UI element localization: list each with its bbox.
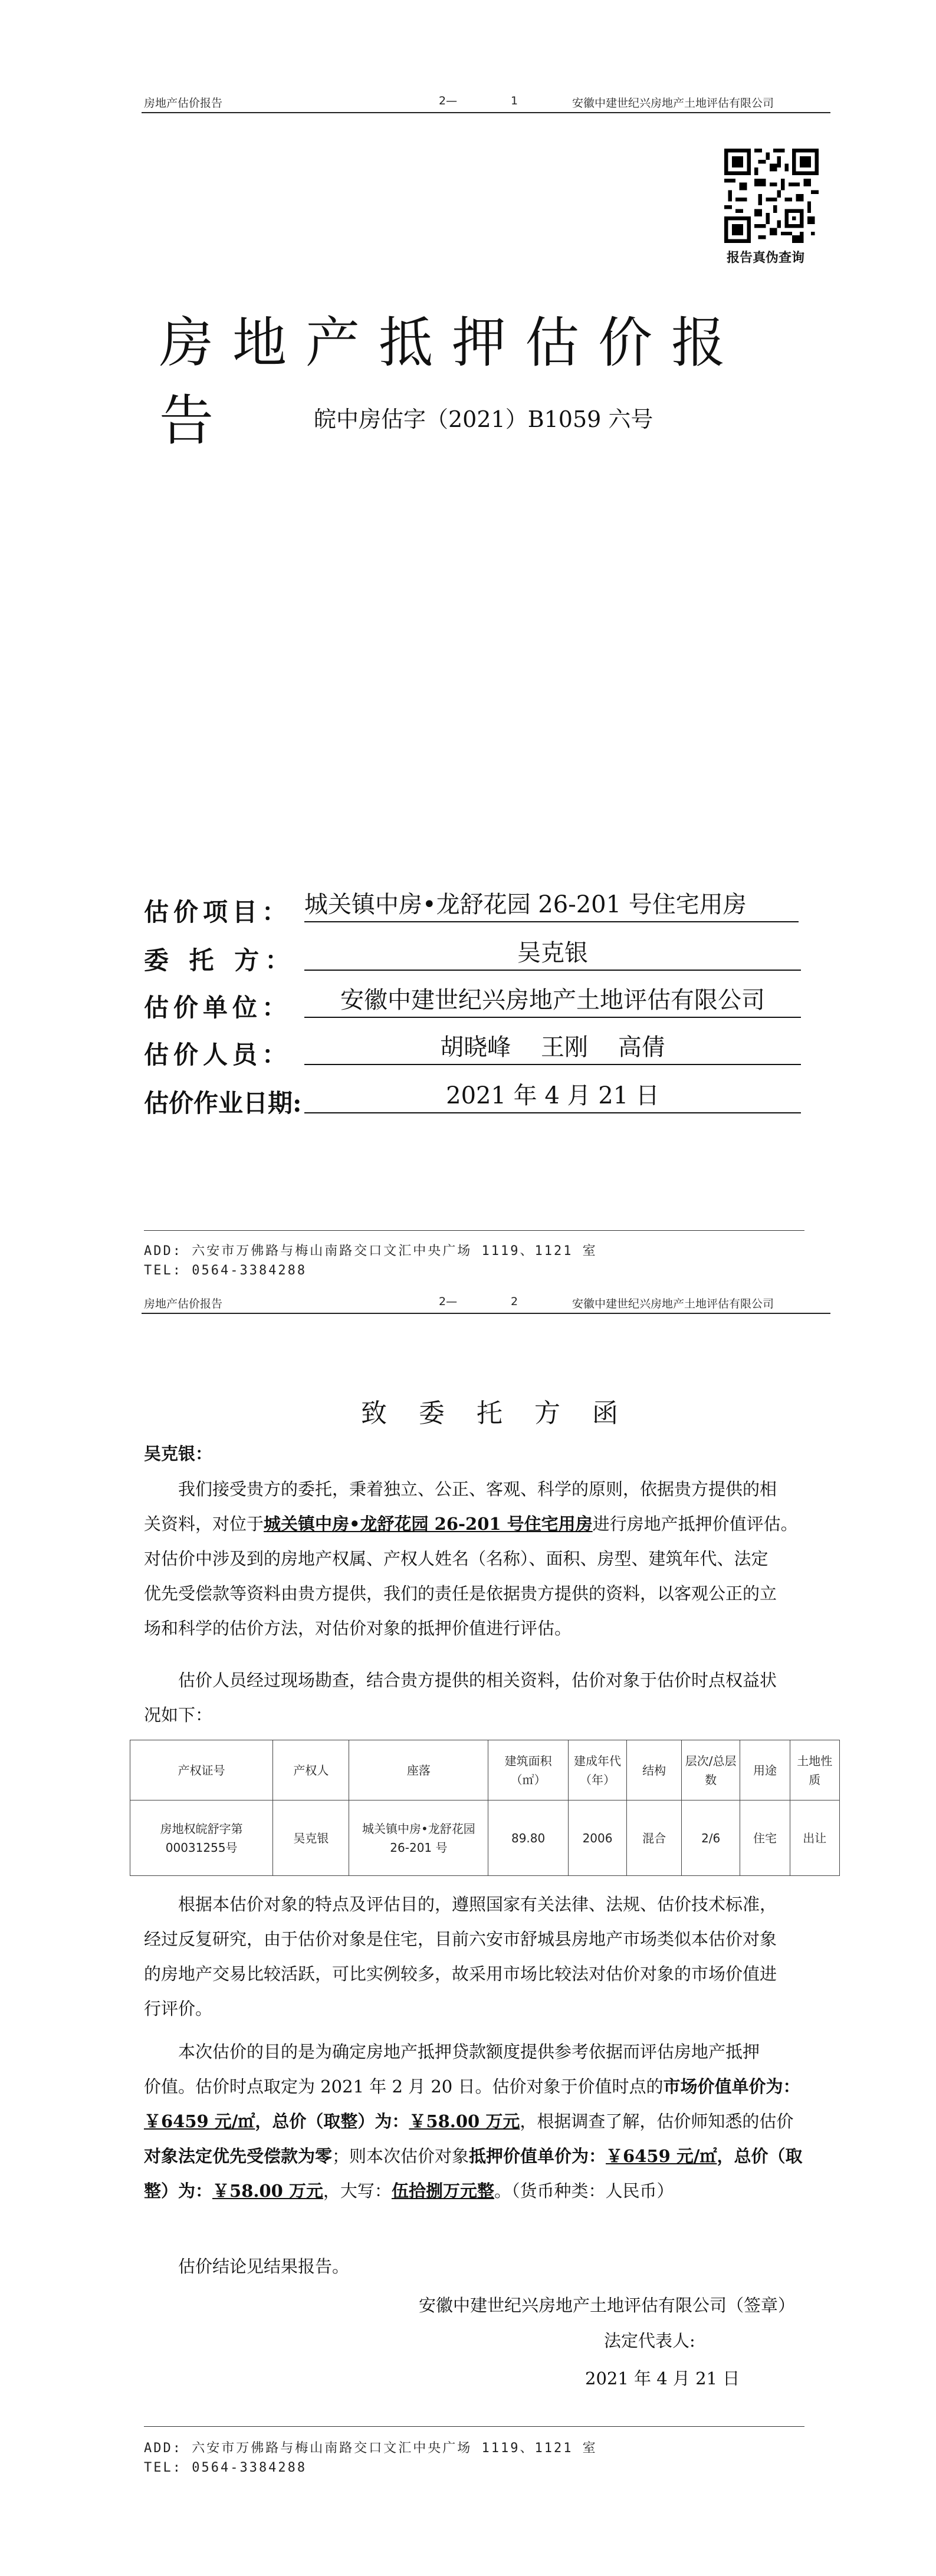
table-cell: 2006 — [568, 1800, 626, 1876]
table-cell: 89.80 — [488, 1800, 569, 1876]
paragraph-4 — [144, 2035, 852, 2209]
salutation: 吴克银： — [144, 1444, 213, 1464]
p1-line-5: 场和科学的估价方法，对估价对象的抵押价值进行评估。 — [144, 1618, 572, 1638]
table-header: 土地性质 — [790, 1740, 839, 1800]
footer-rule — [144, 2426, 804, 2427]
paragraph-3 — [144, 1887, 852, 2026]
project-value: 城关镇中房•龙舒花园 26-201 号住宅用房 — [304, 889, 799, 922]
total-price-label: ，总价（取 — [717, 2146, 803, 2166]
mortgage-unit-price: ￥6459 元/㎡ — [606, 2146, 717, 2166]
document-number: 皖中房估字（2021）B1059 六号 — [314, 406, 653, 432]
p1-line-4: 优先受偿款等资料由贵方提供，我们的责任是依据贵方提供的资料，以客观公正的立 — [144, 1583, 777, 1604]
table-cell: 2/6 — [682, 1800, 740, 1876]
organization-value: 安徽中建世纪兴房地产土地评估有限公司 — [304, 985, 801, 1018]
paragraph-2 — [144, 1663, 852, 1733]
amount-in-words: 伍拾捌万元整 — [391, 2181, 494, 2201]
signature-company: 安徽中建世纪兴房地产土地评估有限公司（签章） — [419, 2295, 796, 2315]
p3-line-2: 经过反复研究，由于估价对象是住宅，目前六安市舒城县房地产市场类似本估价对象 — [144, 1929, 777, 1949]
footer-address: ADD: 六安市万佛路与梅山南路交口文汇中央广场 1119、1121 室 — [144, 1244, 597, 1259]
table-cell: 混合 — [627, 1800, 682, 1876]
appraisers-value: 胡晓峰 王刚 高倩 — [304, 1032, 801, 1065]
table-cell: 吴克银 — [273, 1800, 349, 1876]
paragraph-5: 估价结论见结果报告。 — [178, 2256, 350, 2276]
table-header: 建筑面积（㎡） — [488, 1740, 569, 1800]
table-cell: 住宅 — [740, 1800, 790, 1876]
priority-claim: 对象法定优先受偿款为零 — [144, 2146, 333, 2166]
total-price-label: 整）为： — [144, 2181, 213, 2201]
appraisers-label: 估价人员： — [144, 1040, 292, 1069]
paragraph-1 — [144, 1472, 852, 1646]
p4-text: ，根据调查了解，估价师知悉的估价 — [520, 2111, 794, 2131]
table-header: 用途 — [740, 1740, 790, 1800]
header-page-number: 2 — [511, 1295, 518, 1308]
p4-text: 。（货币种类：人民币） — [494, 2181, 674, 2201]
mortgage-total-price: ￥58.00 万元 — [212, 2181, 323, 2201]
p2-line-1: 估价人员经过现场勘查，结合贵方提供的相关资料，估价对象于估价时点权益状 — [178, 1670, 777, 1690]
p1-line-1: 我们接受贵方的委托，秉着独立、公正、客观、科学的原则，依据贵方提供的相 — [178, 1479, 777, 1499]
property-address: 城关镇中房•龙舒花园 26-201 号住宅用房 — [264, 1514, 593, 1534]
market-total-price: ￥58.00 万元 — [409, 2111, 520, 2131]
market-unit-price: ￥6459 元/㎡ — [144, 2111, 255, 2131]
table-header: 结构 — [627, 1740, 682, 1800]
work-date-value: 2021 年 4 月 21 日 — [304, 1080, 801, 1113]
client-label: 委 托 方： — [144, 946, 296, 975]
organization-label: 估价单位： — [144, 993, 292, 1022]
p1-text: 进行房地产抵押价值评估。 — [592, 1514, 798, 1534]
table-header: 座落 — [349, 1740, 488, 1800]
market-unit-price-label: 市场价值单价为： — [663, 2076, 800, 2097]
header-right: 安徽中建世纪兴房地产土地评估有限公司 — [572, 1297, 774, 1310]
qr-code-icon — [724, 149, 819, 243]
header-page: 2— — [439, 94, 458, 107]
p1-line-3: 对估价中涉及到的房地产权属、产权人姓名（名称）、面积、房型、建筑年代、法定 — [144, 1549, 768, 1569]
footer-address: ADD: 六安市万佛路与梅山南路交口文汇中央广场 1119、1121 室 — [144, 2441, 597, 2456]
property-table — [130, 1740, 840, 1876]
footer-telephone: TEL: 0564-3384288 — [144, 1263, 307, 1278]
p3-line-3: 的房地产交易比较活跃，可比实例较多，故采用市场比较法对估价对象的市场价值进 — [144, 1964, 777, 1984]
header-page-number: 1 — [511, 94, 518, 107]
header-page: 2— — [439, 1295, 458, 1308]
report-title: 房地产抵押估价报告 — [159, 311, 745, 452]
legal-representative: 法定代表人: — [604, 2331, 695, 2351]
table-header: 产权证号 — [130, 1740, 273, 1800]
p3-line-1: 根据本估价对象的特点及评估目的，遵照国家有关法律、法规、估价技术标准， — [178, 1894, 777, 1914]
signature-date: 2021 年 4 月 21 日 — [585, 2368, 740, 2388]
table-cell: 城关镇中房•龙舒花园 26-201 号 — [349, 1800, 488, 1876]
total-price-label: ，总价（取整）为： — [255, 2111, 409, 2131]
p4-line-2 — [144, 2069, 852, 2104]
header-rule — [142, 112, 830, 113]
p4-line-1: 本次估价的目的是为确定房地产抵押贷款额度提供参考依据而评估房地产抵押 — [178, 2042, 760, 2062]
work-date-label: 估价作业日期: — [144, 1089, 302, 1118]
table-header: 层次/总层数 — [682, 1740, 740, 1800]
p4-text: 价值。估价时点取定为 2021 年 2 月 20 日。估价对象于价值时点的 — [144, 2076, 664, 2097]
p4-line-3 — [144, 2104, 852, 2139]
p4-line-5 — [144, 2174, 852, 2209]
header-right: 安徽中建世纪兴房地产土地评估有限公司 — [572, 97, 774, 110]
p4-line-4 — [144, 2139, 852, 2174]
table-header: 建成年代（年） — [568, 1740, 626, 1800]
header-left: 房地产估价报告 — [144, 97, 223, 110]
client-value: 吴克银 — [304, 938, 801, 971]
p4-text: ；则本次估价对象 — [332, 2146, 469, 2166]
p3-line-4: 行评价。 — [144, 1999, 213, 2019]
table-cell: 出让 — [790, 1800, 839, 1876]
mortgage-unit-price-label: 抵押价值单价为： — [469, 2146, 606, 2166]
table-header: 产权人 — [273, 1740, 349, 1800]
p4-text: ，大写： — [323, 2181, 392, 2201]
project-label: 估价项目： — [144, 898, 292, 926]
p1-text: 关资料，对位于 — [144, 1514, 264, 1534]
qr-caption: 报告真伪查询 — [727, 250, 805, 265]
p1-line-2 — [144, 1507, 852, 1542]
header-left: 房地产估价报告 — [144, 1297, 223, 1310]
header-rule — [142, 1313, 830, 1314]
letter-title: 致 委 托 方 函 — [361, 1398, 630, 1428]
table-cell: 房地权皖舒字第00031255号 — [130, 1800, 273, 1876]
footer-rule — [144, 1230, 804, 1231]
p2-line-2: 况如下： — [144, 1705, 213, 1725]
footer-telephone: TEL: 0564-3384288 — [144, 2460, 307, 2475]
